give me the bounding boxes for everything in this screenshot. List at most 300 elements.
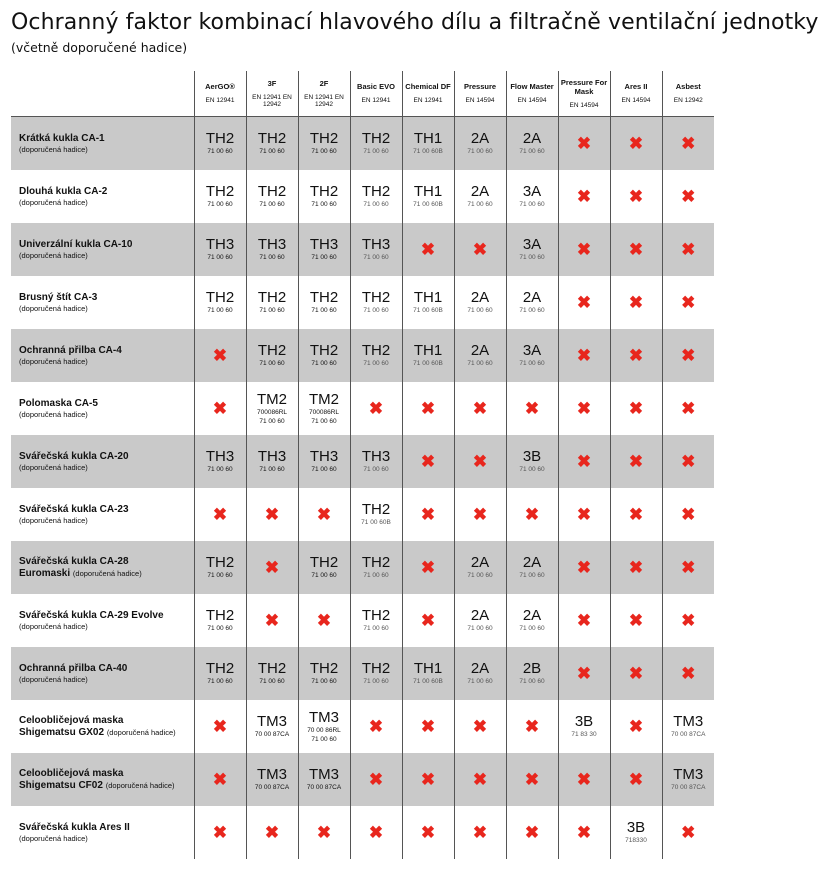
protection-class: TH2 — [361, 183, 391, 201]
table-cell — [662, 117, 714, 171]
table-cell — [506, 276, 558, 329]
hose-code: 71 00 60 — [363, 360, 389, 368]
red-x-icon: ✖ — [681, 452, 696, 471]
row-label — [11, 382, 194, 435]
table-cell — [298, 223, 350, 276]
protection-class: TH2 — [309, 554, 339, 572]
row-label — [11, 223, 194, 276]
red-x-icon: ✖ — [420, 611, 436, 630]
hose-code: 71 00 60 — [259, 678, 285, 686]
hose-code: 71 00 60 — [519, 572, 545, 580]
table-cell — [454, 806, 506, 859]
column-header — [402, 71, 454, 117]
table-cell — [194, 435, 246, 488]
table-cell — [246, 382, 298, 435]
hose-code: 71 00 60 — [207, 148, 233, 156]
row-label — [11, 488, 194, 541]
protection-class: TH3 — [309, 448, 339, 466]
table-cell — [506, 753, 558, 806]
table-header-row — [11, 71, 714, 117]
hose-code: 70 00 87CA — [306, 784, 342, 792]
red-x-icon: ✖ — [316, 823, 332, 842]
table-cell — [194, 223, 246, 276]
red-x-icon: ✖ — [264, 611, 280, 630]
row-label-note: (doporučená hadice) — [19, 833, 88, 843]
row-label-name: Svářečská kukla CA-23 — [19, 503, 129, 515]
table-cell — [610, 700, 662, 753]
red-x-icon: ✖ — [576, 770, 592, 789]
table-cell — [506, 488, 558, 541]
hose-code: 71 00 60 — [519, 360, 545, 368]
protection-class: 2A — [470, 130, 490, 148]
row-label-note: (doporučená hadice) — [19, 144, 88, 154]
table-cell — [298, 806, 350, 859]
red-x-icon: ✖ — [212, 717, 228, 736]
table-cell — [610, 806, 662, 859]
red-x-icon: ✖ — [472, 399, 488, 418]
table-cell — [350, 647, 402, 700]
table-cell — [610, 594, 662, 647]
protection-class: 2A — [470, 289, 490, 307]
protection-class: TH3 — [257, 448, 287, 466]
hose-code: 71 00 60 — [519, 254, 545, 262]
red-x-icon: ✖ — [576, 399, 592, 418]
red-x-icon: ✖ — [368, 823, 384, 842]
table-cell — [298, 700, 350, 753]
red-x-icon: ✖ — [368, 399, 384, 418]
red-x-icon: ✖ — [576, 505, 592, 524]
protection-class: TH3 — [205, 236, 235, 254]
table-cell — [662, 329, 714, 382]
table-cell — [506, 700, 558, 753]
red-x-icon: ✖ — [212, 505, 228, 524]
protection-class: 3B — [626, 819, 646, 837]
hose-code: 71 00 60 — [207, 466, 233, 474]
red-x-icon: ✖ — [212, 770, 228, 789]
table-cell — [558, 170, 610, 223]
red-x-icon: ✖ — [628, 770, 644, 789]
protection-class: TH2 — [361, 607, 391, 625]
table-cell — [558, 541, 610, 594]
hose-code: 71 00 60 — [259, 254, 285, 262]
row-label-note: (doporučená hadice) — [19, 356, 88, 366]
hose-code: 71 00 60 — [207, 678, 233, 686]
protection-class: TH2 — [205, 660, 235, 678]
row-label-name: Svářečská kukla CA-28 — [19, 555, 129, 567]
table-cell — [662, 647, 714, 700]
red-x-icon: ✖ — [576, 664, 592, 683]
red-x-icon: ✖ — [576, 452, 592, 471]
red-x-icon: ✖ — [681, 240, 696, 259]
hose-code: 71 00 60 — [207, 201, 233, 209]
row-label-name-line2: Euromaski (doporučená hadice) — [19, 567, 142, 579]
table-row — [11, 488, 714, 541]
red-x-icon: ✖ — [316, 611, 332, 630]
red-x-icon: ✖ — [576, 134, 592, 153]
protection-class: 2A — [470, 342, 490, 360]
protection-class: TH3 — [309, 236, 339, 254]
table-cell — [402, 806, 454, 859]
table-cell — [610, 435, 662, 488]
column-header-name: Asbest — [675, 82, 701, 92]
column-header-standard: EN 12941 EN 12942 — [252, 93, 292, 108]
protection-class: TH1 — [413, 660, 443, 678]
row-label-note: (doporučená hadice) — [72, 568, 142, 578]
hose-code: 71 00 60 — [467, 148, 493, 156]
table-cell — [194, 594, 246, 647]
table-cell — [662, 223, 714, 276]
hose-code-2: 71 00 60 — [311, 417, 337, 425]
hose-code: 71 00 60 — [363, 148, 389, 156]
table-cell — [662, 541, 714, 594]
hose-code: 70 00 86RL — [307, 727, 341, 734]
red-x-icon: ✖ — [524, 823, 540, 842]
red-x-icon: ✖ — [628, 717, 644, 736]
red-x-icon: ✖ — [420, 823, 436, 842]
table-cell — [506, 170, 558, 223]
row-label — [11, 806, 194, 859]
hose-code: 71 00 60 — [207, 572, 233, 580]
red-x-icon: ✖ — [212, 346, 228, 365]
table-cell — [246, 223, 298, 276]
red-x-icon: ✖ — [681, 611, 696, 630]
hose-code: 71 00 60 — [467, 360, 493, 368]
hose-code: 70 00 87CA — [254, 784, 290, 792]
table-cell — [298, 753, 350, 806]
protection-class: TM3 — [309, 766, 339, 784]
hose-code: 71 00 60 — [207, 307, 233, 315]
column-header-name: 2F — [319, 78, 329, 88]
table-cell — [610, 647, 662, 700]
row-label-note: (doporučená hadice) — [19, 621, 88, 631]
column-header — [246, 71, 298, 117]
table-cell — [558, 329, 610, 382]
table-cell — [350, 223, 402, 276]
table-cell — [298, 382, 350, 435]
column-header — [298, 71, 350, 117]
page-title: Ochranný faktor kombinací hlavového dílu a filtračně ventilační jednotky — [11, 10, 818, 35]
red-x-icon: ✖ — [681, 134, 696, 153]
protection-class: TH2 — [257, 130, 287, 148]
hose-code: 71 00 60 — [467, 572, 493, 580]
table-cell — [298, 435, 350, 488]
column-header-standard: EN 12941 EN 12942 — [304, 93, 344, 108]
red-x-icon: ✖ — [264, 558, 280, 577]
hose-code: 70 00 87CA — [671, 784, 706, 792]
red-x-icon: ✖ — [576, 240, 592, 259]
table-cell — [402, 382, 454, 435]
red-x-icon: ✖ — [420, 717, 436, 736]
row-label — [11, 753, 194, 806]
red-x-icon: ✖ — [681, 293, 696, 312]
table-cell — [506, 806, 558, 859]
row-label-name: Ochranná přilba CA-40 — [19, 662, 128, 674]
table-cell — [662, 435, 714, 488]
row-label-note: (doporučená hadice) — [19, 409, 88, 419]
protection-class: 3A — [522, 342, 542, 360]
column-header-name: 3F — [267, 78, 277, 88]
red-x-icon: ✖ — [264, 823, 280, 842]
table-cell — [194, 382, 246, 435]
red-x-icon: ✖ — [212, 823, 228, 842]
table-cell — [246, 488, 298, 541]
table-cell — [402, 329, 454, 382]
red-x-icon: ✖ — [681, 187, 696, 206]
red-x-icon: ✖ — [628, 187, 644, 206]
hose-code: 71 00 60 — [519, 307, 545, 315]
table-cell — [454, 170, 506, 223]
red-x-icon: ✖ — [472, 505, 488, 524]
column-header-standard: EN 14594 — [465, 97, 495, 105]
hose-code: 71 00 60 — [311, 201, 337, 209]
table-cell — [558, 382, 610, 435]
row-label — [11, 541, 194, 594]
hose-code: 71 00 60 — [311, 254, 337, 262]
table-cell — [558, 117, 610, 171]
hose-code: 71 00 60 — [467, 307, 493, 315]
red-x-icon: ✖ — [472, 240, 488, 259]
protection-class: TH2 — [257, 660, 287, 678]
protection-class: TH2 — [361, 554, 391, 572]
protection-class: TH3 — [361, 448, 391, 466]
red-x-icon: ✖ — [681, 346, 696, 365]
protection-class: TH2 — [309, 183, 339, 201]
red-x-icon: ✖ — [212, 399, 228, 418]
table-cell — [350, 541, 402, 594]
protection-class: TM2 — [257, 391, 287, 408]
table-cell — [610, 753, 662, 806]
column-header — [454, 71, 506, 117]
table-cell — [350, 594, 402, 647]
table-cell — [298, 647, 350, 700]
table-cell — [402, 117, 454, 171]
table-cell — [610, 117, 662, 171]
table-cell — [402, 276, 454, 329]
table-cell — [246, 435, 298, 488]
row-label-note: (doporučená hadice) — [105, 780, 175, 790]
row-label-name: Polomaska CA-5 — [19, 397, 98, 409]
table-cell — [246, 753, 298, 806]
table-cell — [350, 488, 402, 541]
table-cell — [454, 541, 506, 594]
row-label-note: (doporučená hadice) — [19, 250, 88, 260]
table-cell — [662, 170, 714, 223]
table-cell — [558, 223, 610, 276]
protection-class: TH2 — [309, 660, 339, 678]
protection-class: TH2 — [361, 130, 391, 148]
row-label-name: Svářečská kukla CA-29 Evolve — [19, 609, 164, 621]
row-label — [11, 329, 194, 382]
protection-class: 3B — [522, 448, 542, 466]
hose-code-2: 71 00 60 — [311, 735, 337, 743]
column-header-standard: EN 12941 — [361, 97, 391, 105]
red-x-icon: ✖ — [316, 505, 332, 524]
hose-code-2: 71 00 60 — [259, 417, 285, 425]
protection-class: TH2 — [309, 289, 339, 307]
column-header-name: Flow Master — [510, 82, 554, 92]
column-header — [558, 71, 610, 117]
hose-code: 71 00 60 — [207, 625, 233, 633]
hose-code: 71 00 60 — [363, 466, 389, 474]
table-cell — [454, 700, 506, 753]
protection-class: TM3 — [257, 713, 287, 731]
red-x-icon: ✖ — [681, 399, 696, 418]
protection-class: TH2 — [205, 554, 235, 572]
red-x-icon: ✖ — [472, 452, 488, 471]
red-x-icon: ✖ — [576, 558, 592, 577]
hose-code: 71 00 60 — [259, 148, 285, 156]
row-label — [11, 700, 194, 753]
table-cell — [610, 329, 662, 382]
column-header — [662, 71, 714, 117]
hose-code: 700086RL — [257, 409, 287, 416]
hose-code: 71 00 60 — [467, 625, 493, 633]
column-header — [610, 71, 662, 117]
column-header-name: Basic EVO — [357, 82, 395, 92]
column-header-standard: EN 14594 — [621, 97, 651, 105]
protection-class: TH3 — [257, 236, 287, 254]
table-cell — [610, 382, 662, 435]
protection-class: 2A — [522, 289, 542, 307]
table-cell — [298, 541, 350, 594]
row-label — [11, 435, 194, 488]
column-header-name: Pressure For Mask — [560, 77, 608, 96]
red-x-icon: ✖ — [420, 452, 436, 471]
hose-code: 71 00 60 — [363, 254, 389, 262]
row-label-name-line2: Shigematsu CF02 (doporučená hadice) — [19, 779, 175, 791]
table-cell — [558, 647, 610, 700]
hose-code: 71 00 60 — [363, 625, 389, 633]
hose-code: 71 00 60 — [311, 360, 337, 368]
table-row — [11, 541, 714, 594]
protection-class: 2A — [470, 660, 490, 678]
table-cell — [558, 753, 610, 806]
row-label-name: Celoobličejová maska — [19, 767, 124, 779]
red-x-icon: ✖ — [576, 823, 592, 842]
row-label — [11, 594, 194, 647]
protection-class: TH2 — [257, 342, 287, 360]
table-cell — [194, 541, 246, 594]
table-cell — [454, 329, 506, 382]
table-cell — [454, 647, 506, 700]
protection-class: 2A — [522, 607, 542, 625]
red-x-icon: ✖ — [576, 346, 592, 365]
red-x-icon: ✖ — [524, 505, 540, 524]
table-cell — [506, 594, 558, 647]
hose-code: 70 00 87CA — [254, 731, 290, 739]
protection-class: TH1 — [413, 342, 443, 360]
hose-code: 71 00 60 — [311, 678, 337, 686]
hose-code: 71 83 30 — [571, 731, 597, 739]
table-cell — [454, 594, 506, 647]
column-header-name: Chemical DF — [405, 82, 451, 92]
red-x-icon: ✖ — [628, 134, 644, 153]
protection-class: TM3 — [257, 766, 287, 784]
protection-class: TH2 — [309, 342, 339, 360]
table-row — [11, 117, 714, 171]
hose-code: 71 00 60 — [363, 572, 389, 580]
table-cell — [506, 223, 558, 276]
protection-class: 3A — [522, 236, 542, 254]
table-cell — [402, 170, 454, 223]
column-header — [506, 71, 558, 117]
hose-code: 71 00 60 — [519, 201, 545, 209]
table-cell — [246, 329, 298, 382]
row-label-name: Univerzální kukla CA-10 — [19, 238, 133, 250]
red-x-icon: ✖ — [472, 823, 488, 842]
column-header-name: AerGO® — [205, 82, 235, 92]
hose-code: 71 00 60 — [467, 201, 493, 209]
hose-code: 71 00 60 — [363, 307, 389, 315]
row-label — [11, 647, 194, 700]
protection-class: TH2 — [205, 607, 235, 625]
column-header-standard: EN 12941 — [205, 97, 235, 105]
column-header — [194, 71, 246, 117]
red-x-icon: ✖ — [420, 399, 436, 418]
hose-code: 71 00 60 — [363, 201, 389, 209]
table-cell — [350, 700, 402, 753]
protection-class: 2A — [470, 607, 490, 625]
protection-class: TH1 — [413, 183, 443, 201]
table-cell — [194, 647, 246, 700]
protection-class: 2A — [522, 554, 542, 572]
protection-class: TH2 — [205, 183, 235, 201]
table-cell — [350, 435, 402, 488]
hose-code: 71 00 60 — [519, 466, 545, 474]
table-cell — [454, 276, 506, 329]
red-x-icon: ✖ — [628, 240, 644, 259]
red-x-icon: ✖ — [524, 770, 540, 789]
table-cell — [610, 541, 662, 594]
table-cell — [246, 594, 298, 647]
table-cell — [558, 700, 610, 753]
hose-code: 71 00 60 — [259, 201, 285, 209]
table-cell — [662, 594, 714, 647]
column-header-standard: EN 14594 — [569, 101, 599, 109]
table-cell — [402, 753, 454, 806]
protection-class: TH1 — [413, 289, 443, 307]
red-x-icon: ✖ — [681, 823, 696, 842]
table-cell — [610, 170, 662, 223]
red-x-icon: ✖ — [576, 293, 592, 312]
table-cell — [402, 488, 454, 541]
hose-code: 71 00 60 — [519, 678, 545, 686]
hose-code: 71 00 60 — [311, 466, 337, 474]
row-label-note: (doporučená hadice) — [19, 674, 88, 684]
hose-code: 71 00 60 — [207, 254, 233, 262]
table-cell — [402, 647, 454, 700]
protection-class: TH2 — [361, 289, 391, 307]
protection-class: TH2 — [205, 130, 235, 148]
table-row — [11, 647, 714, 700]
table-cell — [246, 647, 298, 700]
table-row — [11, 700, 714, 753]
row-label-note: (doporučená hadice) — [106, 727, 176, 737]
red-x-icon: ✖ — [420, 505, 436, 524]
row-label-note: (doporučená hadice) — [19, 515, 88, 525]
row-label-name: Svářečská kukla CA-20 — [19, 450, 129, 462]
hose-code: 71 00 60B — [413, 201, 443, 209]
red-x-icon: ✖ — [628, 293, 644, 312]
table-row — [11, 223, 714, 276]
red-x-icon: ✖ — [576, 611, 592, 630]
table-cell — [610, 488, 662, 541]
table-cell — [298, 170, 350, 223]
red-x-icon: ✖ — [628, 399, 644, 418]
column-header-standard: EN 12941 — [413, 97, 443, 105]
table-cell — [246, 806, 298, 859]
protection-class: 2A — [470, 183, 490, 201]
